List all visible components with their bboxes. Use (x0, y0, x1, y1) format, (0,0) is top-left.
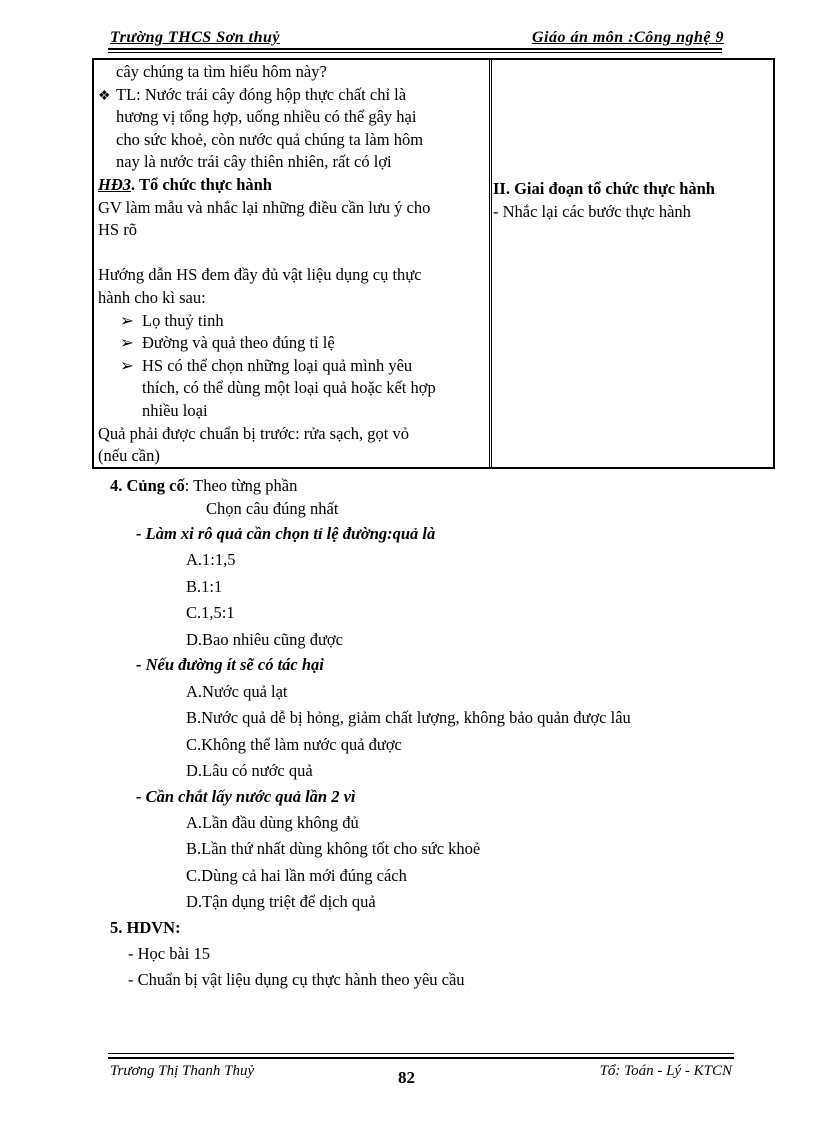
text-line: (nếu cần) (98, 446, 160, 466)
footer-author: Trương Thị Thanh Thuỷ (110, 1063, 255, 1079)
answer-line: ❖ TL: Nước trái cây đóng hộp thực chất chỉ là (98, 84, 484, 107)
teacher-activity-column (98, 61, 484, 468)
page-number: 82 (398, 1068, 415, 1087)
text-line: hương vị tổng hợp, uống nhiều có thể gây hại (116, 107, 417, 127)
arrow-bullet-icon: ➢ (120, 310, 134, 330)
option: A.1:1,5 (186, 550, 236, 569)
section-heading: 4. Củng cố: Theo từng phần (110, 476, 298, 495)
footer-rule-thin (108, 1053, 734, 1054)
text-line: GV làm mẫu và nhắc lại những điều cần lưu ý cho (98, 197, 431, 217)
option: C.Không thể làm nước quả được (186, 735, 402, 754)
list-item: ➢ Lọ thuỷ tinh (98, 310, 484, 333)
arrow-bullet-icon: ➢ (120, 355, 134, 375)
option: C.1,5:1 (186, 603, 235, 622)
text-line: cho sức khoẻ, còn nước quả chúng ta làm hôm (116, 129, 424, 149)
text-line: - Nhắc lại các bước thực hành (493, 201, 691, 221)
diamond-bullet-icon: ❖ (98, 88, 111, 104)
text-line: nhiều loại (142, 400, 208, 420)
list-item: ➢ HS có thể chọn những loại quả mình yêu (98, 355, 484, 378)
text-line: hành cho kì sau: (98, 287, 206, 307)
text-line: cây chúng ta tìm hiểu hôm này? (116, 62, 327, 81)
lesson-table (92, 58, 775, 469)
homework-item: - Học bài 15 (128, 944, 211, 963)
option: B.1:1 (186, 577, 223, 596)
header-school: Trường THCS Sơn thuỷ (110, 29, 280, 46)
header-rule-thin (108, 52, 722, 53)
option: B.Lần thứ nhất dùng không tốt cho sức khoẻ (186, 839, 481, 858)
question: - Nếu đường ít sẽ có tác hại (136, 655, 324, 674)
option: C.Dùng cả hai lần mới đúng cách (186, 866, 407, 885)
footer-rule-thick (108, 1057, 734, 1059)
question: - Cần chắt lấy nước quả lần 2 vì (136, 787, 356, 806)
option: A.Nước quả lạt (186, 682, 288, 701)
list-item: ➢ Đường và quả theo đúng tỉ lệ (98, 332, 484, 355)
homework-item: - Chuẩn bị vật liệu dụng cụ thực hành theo yêu cầu (128, 970, 465, 989)
footer-department: Tổ: Toán - Lý - KTCN (599, 1063, 732, 1079)
option: A.Lần đầu dùng không đủ (186, 813, 359, 832)
activity-heading: HĐ3. Tổ chức thực hành (98, 174, 272, 194)
section-title: II. Giai đoạn tổ chức thực hành (493, 179, 715, 198)
text-line: HS rõ (98, 220, 137, 240)
text-line: Hướng dẫn HS đem đầy đủ vật liệu dụng cụ thực (98, 265, 422, 285)
option: D.Lâu có nước quả (186, 761, 313, 780)
content-column (493, 178, 771, 223)
text-line: Quả phải được chuẩn bị trước: rửa sạch, gọt vỏ (98, 423, 409, 443)
option: D.Bao nhiêu cũng được (186, 630, 343, 649)
arrow-bullet-icon: ➢ (120, 333, 134, 353)
option: B.Nước quả dễ bị hỏng, giảm chất lượng, không bảo quản được lâu (186, 708, 631, 727)
text-line: thích, có thể dùng một loại quả hoặc kết hợp (142, 378, 436, 398)
column-divider (489, 60, 492, 467)
header-rule-thick (108, 48, 722, 50)
instruction-text: Chọn câu đúng nhất (206, 499, 339, 518)
section-heading: 5. HDVN: (110, 918, 181, 937)
header-subject: Giáo án môn :Công nghệ 9 (531, 29, 724, 46)
option: D.Tận dụng triệt để dịch quả (186, 892, 376, 911)
text-line: nay là nước trái cây thiên nhiên, rất có lợi (116, 152, 392, 172)
question: - Làm xi rô quả cần chọn tỉ lệ đường:quả là (136, 524, 436, 543)
